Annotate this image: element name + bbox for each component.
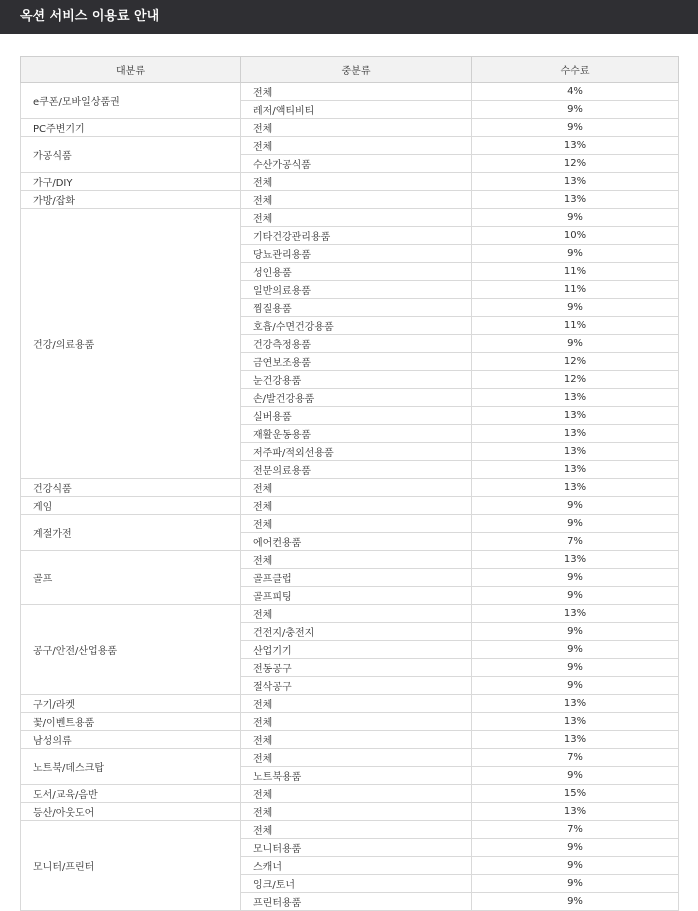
sub-category-cell: 전체 (241, 695, 472, 713)
fee-cell: 9% (472, 623, 679, 641)
fee-cell: 9% (472, 335, 679, 353)
sub-category-cell: 전체 (241, 803, 472, 821)
major-category-cell: 도서/교육/음반 (21, 785, 241, 803)
fee-cell: 9% (472, 659, 679, 677)
sub-category-cell: 에어컨용품 (241, 533, 472, 551)
table-row (21, 749, 679, 767)
sub-category-cell: 전체 (241, 479, 472, 497)
sub-category-cell: 전체 (241, 821, 472, 839)
major-category-cell: 등산/아웃도어 (21, 803, 241, 821)
fee-table-body (21, 83, 679, 911)
fee-cell: 4% (472, 83, 679, 101)
table-row (21, 479, 679, 497)
sub-category-cell: 잉크/토너 (241, 875, 472, 893)
fee-cell: 9% (472, 119, 679, 137)
table-row (21, 785, 679, 803)
page-title: 옥션 서비스 이용료 안내 (20, 9, 160, 24)
sub-category-cell: 수산가공식품 (241, 155, 472, 173)
sub-category-cell: 건전지/충전지 (241, 623, 472, 641)
sub-category-cell: 전체 (241, 605, 472, 623)
table-row (21, 695, 679, 713)
sub-category-cell: 전체 (241, 209, 472, 227)
sub-category-cell: 전체 (241, 515, 472, 533)
fee-cell: 7% (472, 821, 679, 839)
fee-cell: 9% (472, 839, 679, 857)
sub-category-cell: 전체 (241, 83, 472, 101)
sub-category-cell: 절삭공구 (241, 677, 472, 695)
table-row (21, 137, 679, 155)
sub-category-cell: 금연보조용품 (241, 353, 472, 371)
fee-cell: 13% (472, 605, 679, 623)
fee-cell: 9% (472, 587, 679, 605)
fee-cell: 9% (472, 497, 679, 515)
fee-cell: 13% (472, 803, 679, 821)
table-row (21, 119, 679, 137)
major-category-cell: 구기/라켓 (21, 695, 241, 713)
major-category-cell: 꽃/이벤트용품 (21, 713, 241, 731)
table-row (21, 497, 679, 515)
major-category-cell: 가구/DIY (21, 173, 241, 191)
sub-category-cell: 골프피팅 (241, 587, 472, 605)
sub-category-cell: 손/발건강용품 (241, 389, 472, 407)
sub-category-cell: 전체 (241, 173, 472, 191)
table-row (21, 515, 679, 533)
sub-category-cell: 눈건강용품 (241, 371, 472, 389)
major-category-cell: 모니터/프린터 (21, 821, 241, 911)
sub-category-cell: 전문의료용품 (241, 461, 472, 479)
fee-cell: 13% (472, 407, 679, 425)
major-category-cell: PC주변기기 (21, 119, 241, 137)
fee-cell: 15% (472, 785, 679, 803)
sub-category-cell: 산업기기 (241, 641, 472, 659)
fee-cell: 13% (472, 731, 679, 749)
fee-cell: 9% (472, 101, 679, 119)
header-sub-category: 중분류 (241, 57, 472, 83)
fee-cell: 9% (472, 569, 679, 587)
fee-cell: 10% (472, 227, 679, 245)
sub-category-cell: 전체 (241, 713, 472, 731)
fee-table (20, 56, 679, 911)
sub-category-cell: 성인용품 (241, 263, 472, 281)
sub-category-cell: 건강측정용품 (241, 335, 472, 353)
major-category-cell: 가공식품 (21, 137, 241, 173)
fee-cell: 9% (472, 893, 679, 911)
sub-category-cell: 골프클럽 (241, 569, 472, 587)
fee-cell: 9% (472, 677, 679, 695)
sub-category-cell: 전체 (241, 191, 472, 209)
fee-cell: 7% (472, 533, 679, 551)
major-category-cell: 건강/의료용품 (21, 209, 241, 479)
fee-cell: 9% (472, 209, 679, 227)
sub-category-cell: 당뇨관리용품 (241, 245, 472, 263)
major-category-cell: 공구/안전/산업용품 (21, 605, 241, 695)
sub-category-cell: 프린터용품 (241, 893, 472, 911)
fee-cell: 13% (472, 461, 679, 479)
sub-category-cell: 전체 (241, 749, 472, 767)
fee-cell: 12% (472, 371, 679, 389)
fee-cell: 13% (472, 425, 679, 443)
fee-table-container (20, 56, 678, 911)
major-category-cell: 노트북/데스크탑 (21, 749, 241, 785)
major-category-cell: 가방/잡화 (21, 191, 241, 209)
table-row (21, 83, 679, 101)
sub-category-cell: 재활운동용품 (241, 425, 472, 443)
major-category-cell: 게임 (21, 497, 241, 515)
sub-category-cell: 전동공구 (241, 659, 472, 677)
table-row (21, 713, 679, 731)
fee-cell: 9% (472, 875, 679, 893)
fee-cell: 13% (472, 443, 679, 461)
sub-category-cell: 전체 (241, 785, 472, 803)
major-category-cell: 골프 (21, 551, 241, 605)
table-row (21, 191, 679, 209)
fee-cell: 13% (472, 551, 679, 569)
fee-cell: 13% (472, 191, 679, 209)
major-category-cell: 남성의류 (21, 731, 241, 749)
fee-cell: 9% (472, 299, 679, 317)
fee-cell: 12% (472, 155, 679, 173)
fee-cell: 11% (472, 317, 679, 335)
sub-category-cell: 전체 (241, 497, 472, 515)
fee-cell: 12% (472, 353, 679, 371)
table-row (21, 551, 679, 569)
sub-category-cell: 전체 (241, 119, 472, 137)
table-row (21, 173, 679, 191)
sub-category-cell: 기타건강관리용품 (241, 227, 472, 245)
sub-category-cell: 레저/액티비티 (241, 101, 472, 119)
sub-category-cell: 스캐너 (241, 857, 472, 875)
fee-cell: 9% (472, 767, 679, 785)
fee-cell: 13% (472, 695, 679, 713)
sub-category-cell: 전체 (241, 731, 472, 749)
table-row (21, 605, 679, 623)
page-header (0, 0, 698, 34)
sub-category-cell: 찜질용품 (241, 299, 472, 317)
sub-category-cell: 일반의료용품 (241, 281, 472, 299)
sub-category-cell: 실버용품 (241, 407, 472, 425)
major-category-cell: 계절가전 (21, 515, 241, 551)
fee-cell: 9% (472, 515, 679, 533)
sub-category-cell: 호흡/수면건강용품 (241, 317, 472, 335)
fee-cell: 11% (472, 281, 679, 299)
sub-category-cell: 저주파/적외선용품 (241, 443, 472, 461)
fee-cell: 11% (472, 263, 679, 281)
major-category-cell: 건강식품 (21, 479, 241, 497)
sub-category-cell: 모니터용품 (241, 839, 472, 857)
sub-category-cell: 노트북용품 (241, 767, 472, 785)
table-row (21, 821, 679, 839)
fee-cell: 9% (472, 857, 679, 875)
fee-cell: 13% (472, 389, 679, 407)
fee-cell: 7% (472, 749, 679, 767)
fee-cell: 9% (472, 245, 679, 263)
table-row (21, 731, 679, 749)
fee-cell: 13% (472, 173, 679, 191)
fee-cell: 13% (472, 713, 679, 731)
major-category-cell: e쿠폰/모바일상품권 (21, 83, 241, 119)
table-row (21, 803, 679, 821)
header-fee: 수수료 (472, 57, 679, 83)
sub-category-cell: 전체 (241, 551, 472, 569)
fee-cell: 13% (472, 137, 679, 155)
table-row (21, 209, 679, 227)
table-header-row (21, 57, 679, 83)
header-major-category: 대분류 (21, 57, 241, 83)
fee-cell: 9% (472, 641, 679, 659)
sub-category-cell: 전체 (241, 137, 472, 155)
fee-cell: 13% (472, 479, 679, 497)
